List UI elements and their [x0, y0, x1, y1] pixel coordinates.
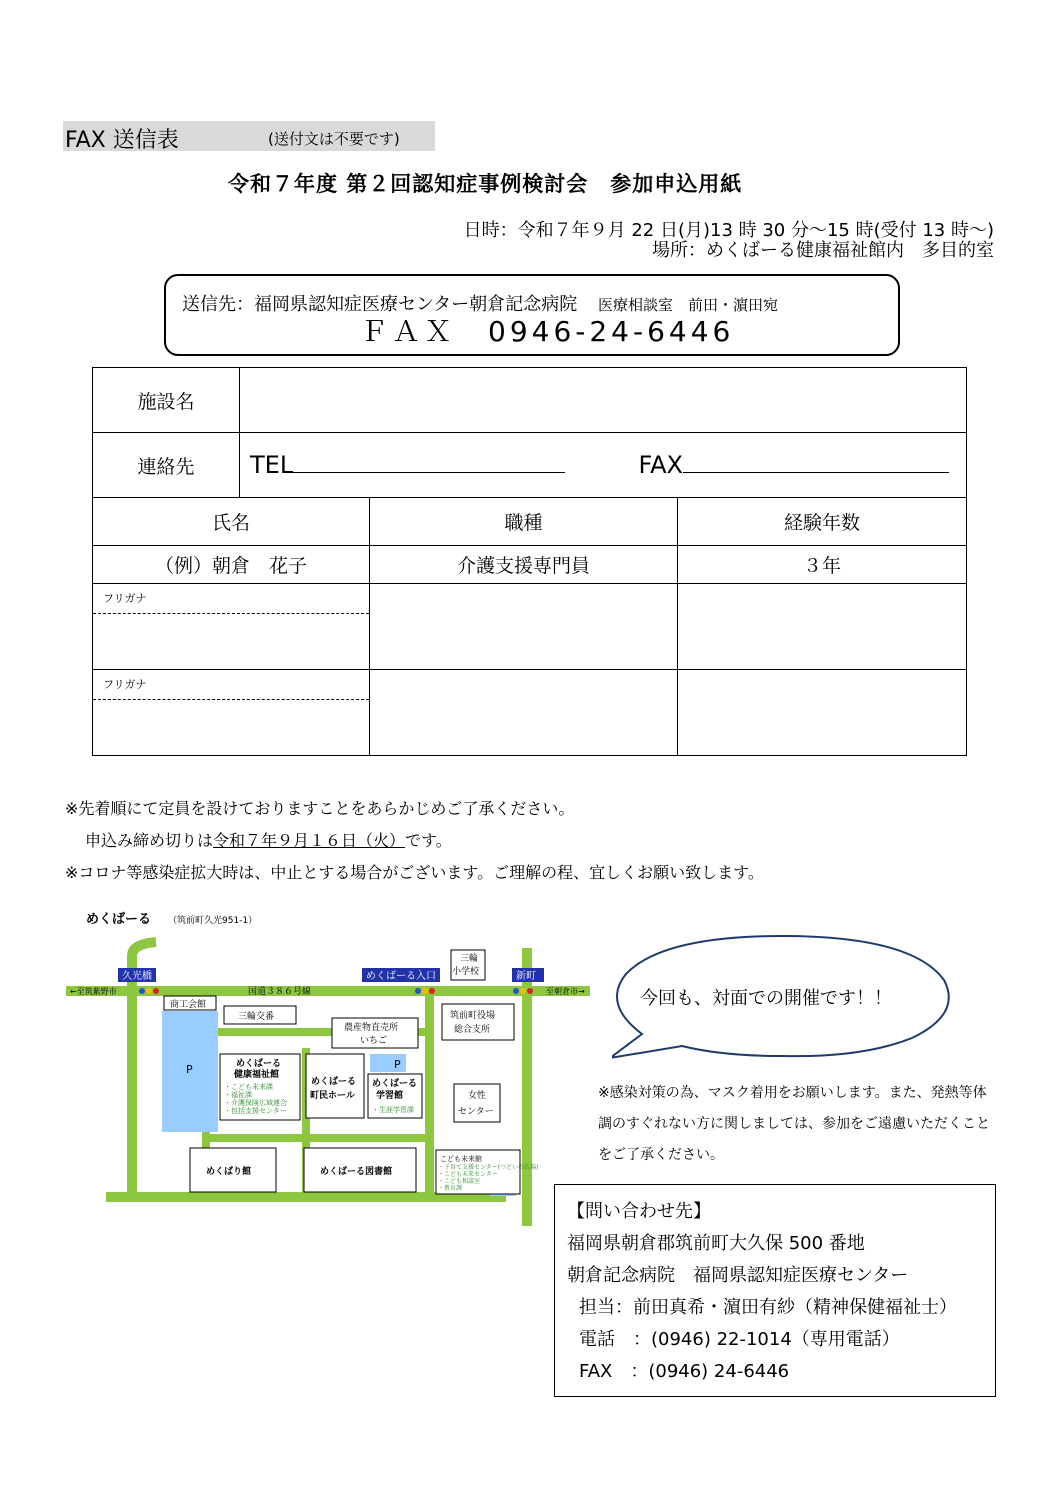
- tel-blank[interactable]: [293, 452, 565, 473]
- facility-label: 施設名: [93, 368, 240, 433]
- inquiry-address: 福岡県朝倉郡筑前町大久保 500 番地: [567, 1233, 865, 1254]
- kodomo-i1: ・子育て支援センター(つどいの広場): [438, 1164, 539, 1171]
- gakushu-2: 学習館: [376, 1091, 404, 1101]
- yakuba-1: 筑前町役場: [450, 1011, 496, 1021]
- nosan-2: いちご: [360, 1036, 388, 1046]
- yakuba-2: 総合支所: [454, 1025, 491, 1035]
- josei-1: 女性: [468, 1091, 487, 1101]
- kodomo-title: こども未来館: [440, 1155, 482, 1163]
- note-covid: ※コロナ等感染症拡大時は、中止とする場合がございます。ご理解の程、宜しくお願い致します。: [65, 863, 764, 882]
- note-deadline: [85, 828, 452, 851]
- chomin-1: めくばーる: [311, 1077, 357, 1087]
- job-cell-2[interactable]: [370, 670, 678, 756]
- name-cell-2[interactable]: [93, 670, 370, 756]
- sign-entrance-text: めくばーる入口: [366, 971, 436, 982]
- destination-address: 送信先：福岡県認知症医療センター朝倉記念病院: [182, 294, 578, 315]
- gakushu-i1: ・生涯学習課: [372, 1106, 414, 1114]
- destination-attn: 医療相談室 前田・濵田宛: [598, 296, 779, 314]
- route-label: 国道３８６号線: [248, 987, 312, 997]
- contact-field[interactable]: [240, 433, 967, 498]
- kenko-i4: ・包括支援センター: [224, 1107, 287, 1115]
- map-address: （筑前町久光951-1）: [168, 916, 258, 926]
- example-years: ３年: [678, 546, 967, 584]
- inquiry-person: 担当：前田真希・濵田有紗（精神保健福祉士）: [579, 1297, 957, 1318]
- col-header-job: 職種: [370, 498, 678, 546]
- example-name: （例）朝倉 花子: [93, 546, 370, 584]
- mekubari-label: めくばり館: [206, 1167, 252, 1177]
- parking-label: P: [186, 1063, 193, 1076]
- inquiry-fax: FAX ：(0946) 24-6446: [579, 1361, 790, 1382]
- destination-box: [164, 274, 900, 356]
- page-title: 令和７年度 第２回認知症事例検討会 参加申込用紙: [228, 172, 743, 196]
- shoko-label: 商工会館: [170, 1000, 207, 1010]
- sign-shinmachi-text: 新町: [516, 971, 536, 982]
- access-map: [66, 908, 606, 1233]
- road-inner-4: [202, 1134, 434, 1142]
- inquiry-tel: 電話 ：(0946) 22-1014（専用電話）: [579, 1329, 900, 1350]
- gakushu-1: めくばーる: [372, 1079, 418, 1089]
- note-first-come: ※先着順にて定員を設けておりますことをあらかじめご了承ください。: [65, 799, 575, 818]
- dir-right: 至朝倉市→: [546, 987, 585, 996]
- fax-cover-label: FAX 送信表: [65, 128, 179, 153]
- facility-field[interactable]: [240, 368, 967, 433]
- kodomo-i4: ・教育課: [438, 1185, 463, 1192]
- deadline-suffix: です。: [405, 831, 452, 850]
- sign-kumitsubashi-text: 久光橋: [122, 971, 152, 982]
- koban-label: 三輪交番: [238, 1012, 275, 1022]
- road-left: [127, 996, 137, 1201]
- fax-label: FAX: [638, 451, 683, 479]
- josei-2: センター: [458, 1107, 494, 1117]
- fax-cover-header: [63, 121, 435, 151]
- deadline-prefix: 申込み締め切りは: [85, 831, 214, 850]
- years-cell-1[interactable]: [678, 584, 967, 670]
- miwa-school-1: 三輪: [460, 954, 479, 964]
- nosan-1: 農産物直売所: [344, 1023, 399, 1033]
- parking-label: P: [394, 1058, 401, 1071]
- furigana-label: フリガナ: [93, 584, 369, 614]
- kenko-1: めくばーる: [236, 1059, 282, 1069]
- kenko-i2: ・福祉課: [224, 1091, 252, 1099]
- event-datetime: 日時：令和７年９月 22 日(月)13 時 30 分～15 時(受付 13 時～): [463, 220, 994, 241]
- kodomo-i3: ・こども相談室: [438, 1178, 481, 1185]
- kenko-i1: ・こども未来課: [224, 1083, 273, 1091]
- fax-blank[interactable]: [683, 452, 949, 473]
- job-cell-1[interactable]: [370, 584, 678, 670]
- inquiry-box: [554, 1184, 996, 1397]
- example-job: 介護支援専門員: [370, 546, 678, 584]
- kenko-2: 健康福祉館: [234, 1070, 280, 1080]
- map-title: めくばーる: [86, 912, 152, 927]
- kodomo-i2: ・こども未来センター: [438, 1171, 498, 1178]
- caution-note: ※感染対策の為、マスク着用をお願いします。また、発熱等体調のすぐれない方に関しましては、参加をご遠慮いただくことをご了承ください。: [598, 1085, 990, 1163]
- event-place: 場所：めくばーる健康福祉館内 多目的室: [652, 240, 994, 261]
- inquiry-head: 【問い合わせ先】: [567, 1201, 711, 1222]
- col-header-name: 氏名: [93, 498, 370, 546]
- contact-label: 連絡先: [93, 433, 240, 498]
- dir-left: ←至筑紫野市: [70, 987, 117, 996]
- deadline-date: 令和７年９月１６日（火）: [213, 831, 406, 850]
- application-form: [92, 367, 967, 756]
- chomin-2: 町民ホール: [310, 1091, 355, 1101]
- years-cell-2[interactable]: [678, 670, 967, 756]
- bubble-text: 今回も、対面での開催です！！: [640, 988, 892, 1009]
- fax-cover-note: (送付文は不要です): [268, 130, 400, 148]
- road-mid: [425, 996, 434, 1196]
- inquiry-org: 朝倉記念病院 福岡県認知症医療センター: [567, 1265, 909, 1286]
- name-cell-1[interactable]: [93, 584, 370, 670]
- library-label: めくばーる図書館: [320, 1167, 393, 1177]
- miwa-school-2: 小学校: [452, 967, 480, 977]
- destination-fax: ＦＡＸ 0946-24-6446: [360, 315, 735, 348]
- speech-bubble: [612, 934, 956, 1064]
- col-header-years: 経験年数: [678, 498, 967, 546]
- tel-label: TEL: [250, 451, 294, 479]
- kenko-i3: ・介護保険広域連合: [224, 1099, 287, 1107]
- furigana-label: フリガナ: [93, 670, 369, 700]
